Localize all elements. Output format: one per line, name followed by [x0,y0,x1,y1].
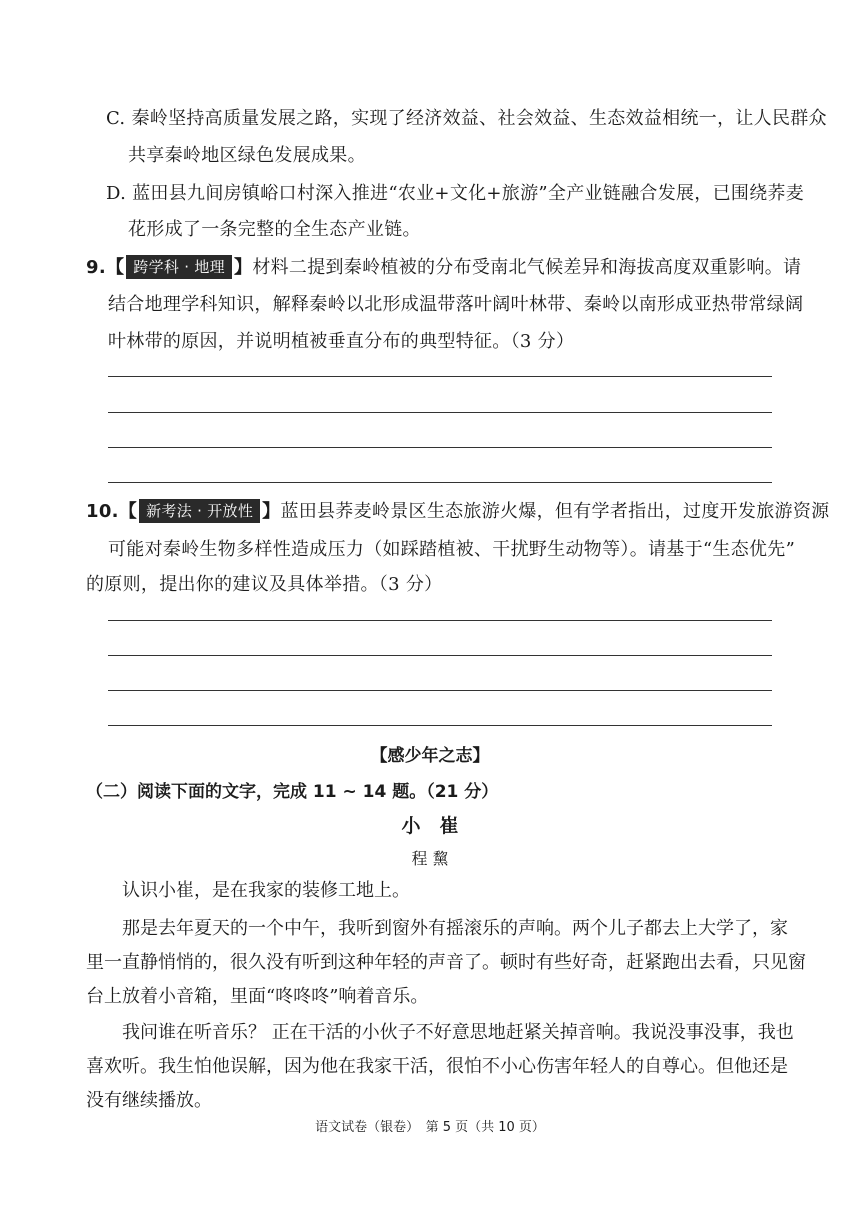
q9-text-line1: 材料二提到秦岭植被的分布受南北气候差异和海拔高度双重影响。请 [252,257,802,278]
story-paragraph-2-line1: 那是去年夏天的一个中午，我听到窗外有摇滚乐的声响。两个儿子都去上大学了，家 [122,918,788,939]
story-paragraph-3-line1: 我问谁在听音乐？ 正在干活的小伙子不好意思地赶紧关掉音响。我说没事没事，我也 [122,1022,794,1043]
q8-option-c-line2: 共享秦岭地区绿色发展成果。 [128,145,366,166]
q8-option-d-line1: D. 蓝田县九间房镇峪口村深入推进“农业+文化+旅游”全产业链融合发展，已围绕荞麦 [106,183,805,204]
q10-answer-line-4[interactable] [108,725,772,726]
story-paragraph-3-line3: 没有继续播放。 [86,1090,212,1111]
story-title: 小 崔 [401,815,459,837]
q9-tag: 跨学科 · 地理 [126,255,232,279]
q10-text-line1: 蓝田县荞麦岭景区生态旅游火爆，但有学者指出，过度开发旅游资源 [280,501,830,522]
q9-answer-line-2[interactable] [108,412,772,413]
q10-line1 [86,499,829,525]
q10-number: 10. [86,501,119,522]
story-paragraph-3-line2: 喜欢听。我生怕他误解，因为他在我家干活，很怕不小心伤害年轻人的自尊心。但他还是 [86,1056,788,1077]
story-paragraph-2-line2: 里一直静悄悄的，很久没有听到这种年轻的声音了。顿时有些好奇，赶紧跑出去看，只见窗 [86,952,806,973]
q8-option-c-line1: C. 秦岭坚持高质量发展之路，实现了经济效益、社会效益、生态效益相统一，让人民群众 [106,108,827,129]
q9-line3: 叶林带的原因，并说明植被垂直分布的典型特征。（3 分） [108,331,575,352]
story-paragraph-2-line3: 台上放着小音箱，里面“咚咚咚”响着音乐。 [86,986,429,1007]
q10-bracket-open: 【 [118,501,138,522]
q8-option-d-line2: 花形成了一条完整的全生态产业链。 [128,219,421,240]
q9-answer-line-3[interactable] [108,447,772,448]
page-footer: 语文试卷（银卷） 第 5 页（共 10 页） [315,1120,545,1135]
q9-line1 [86,255,801,281]
section-heading: 【感少年之志】 [370,746,490,766]
q9-bracket-close: 】 [234,257,253,278]
q10-answer-line-3[interactable] [108,690,772,691]
q10-line3: 的原则，提出你的建议及具体举措。（3 分） [86,574,443,595]
q9-answer-line-1[interactable] [108,376,772,377]
q9-bracket-open: 【 [105,257,125,278]
q10-tag: 新考法 · 开放性 [139,499,260,523]
story-author: 程 黧 [411,849,449,868]
q10-answer-line-1[interactable] [108,620,772,621]
q10-answer-line-2[interactable] [108,655,772,656]
q10-bracket-close: 】 [262,501,281,522]
story-paragraph-1: 认识小崔，是在我家的装修工地上。 [122,880,410,901]
q9-answer-line-4[interactable] [108,482,772,483]
q9-number: 9. [86,257,106,278]
q9-line2: 结合地理学科知识，解释秦岭以北形成温带落叶阔叶林带、秦岭以南形成亚热带常绿阔 [108,294,804,315]
q10-line2: 可能对秦岭生物多样性造成压力（如踩踏植被、干扰野生动物等）。请基于“生态优先” [108,539,796,560]
part2-instruction: （二）阅读下面的文字，完成 11 ~ 14 题。（21 分） [86,782,499,802]
